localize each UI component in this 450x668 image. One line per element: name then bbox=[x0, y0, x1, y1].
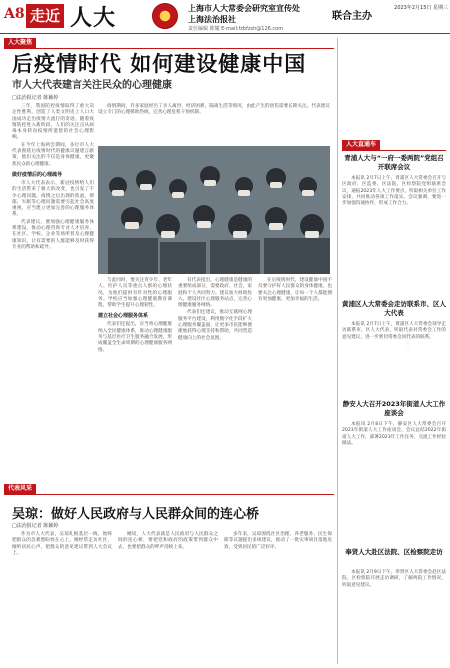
second-column-1 bbox=[12, 532, 112, 664]
sidebar-paragraph: 本报讯 2月8日下午，静安区人大常委会召开2023年街道人大工作座谈会。会议总结2022年街道人大工作，部署2023年工作任务，交流工作经验做法。 bbox=[342, 422, 446, 446]
lead-paragraph: 在今年上海两会期间，多位市人大代表围绕后疫情时代的健康议题建言献策，他们关注的不仅是身体健康，更聚焦民众的心理健康。 bbox=[12, 142, 94, 167]
sidebar-headline-2: 黄浦区人大常委会走访联系市、区人大代表 bbox=[342, 300, 446, 317]
sidebar-paragraph: 本报讯 2月9日下午，奉贤区人大常委会赴区法院、区检察院开展走访调研，了解两院工作情况，听取意见建议。 bbox=[342, 570, 446, 588]
second-headline: 吴琼：做好人民政府与人民群众间的连心桥 bbox=[12, 507, 260, 522]
section-tag-profile: 代表风采 bbox=[4, 484, 36, 494]
lead-intro-wide bbox=[98, 104, 330, 144]
second-byline: □法治报记者 陈颖婷 bbox=[12, 523, 59, 529]
sidebar-headline-4: 奉贤人大赴区法院、区检察院走访 bbox=[345, 548, 443, 556]
sidebar-body-1 bbox=[342, 176, 446, 272]
sidebar-paragraph: 本报讯 2月7日上午，黄浦区人大常委会领导走访联系市、区人大代表，听取代表对常委会工作的意见建议，进一步密切常委会同代表的联系。 bbox=[342, 322, 446, 340]
sidebar-body-4 bbox=[342, 570, 446, 664]
lead-paragraph: 市人大代表表示，新冠疫情给人们的生活带来了极大的改变，也引发了不少心理问题。疫情之后出现的焦虑、抑郁、失眠等心理问题需要引起社会高度重视，应当建立更加完善的心理服务体系。 bbox=[12, 180, 94, 218]
section-rule bbox=[342, 150, 446, 151]
masthead bbox=[0, 0, 450, 34]
lead-column-2 bbox=[98, 278, 172, 494]
sidebar-body-3 bbox=[342, 422, 446, 532]
national-emblem-icon bbox=[152, 3, 178, 29]
brand-logo bbox=[26, 3, 166, 29]
lead-paragraph: 代表建议，要加强心理健康服务体系建设，推动心理咨询专业人才培养，在社区、学校、企业等场所普及心理健康知识，让有需要的人群能够及时获得专业的帮助和疏导。 bbox=[12, 219, 94, 250]
second-column-3 bbox=[224, 532, 332, 664]
partner-2: 上海法治报社 bbox=[188, 15, 236, 24]
page-number: A8 bbox=[4, 6, 25, 22]
lead-subhead: 市人大代表建言关注民众的心理健康 bbox=[12, 80, 172, 91]
sidebar-body-2 bbox=[342, 322, 446, 388]
partner-1: 上海市人大常委会研究室宣传处 bbox=[188, 4, 300, 13]
lead-column-1 bbox=[12, 104, 94, 494]
lead-subtitle: 建立社会心理服务体系 bbox=[98, 313, 149, 320]
section-rule bbox=[4, 494, 334, 495]
lead-subtitle: 做好疫情后的心理疏导 bbox=[12, 171, 63, 178]
lead-paragraph: 三年，我国防控疫情取得了重大决定性胜利，创造了人类文明史上人口大国成功走出疫情大流行的奇迹。随着疫情防控进入新阶段，人们的关注点从病毒本身转向疫情所遗留的社会心理影响。 bbox=[12, 104, 94, 141]
second-paragraph: 多年来，吴琼围绕社区治理、养老服务、民生保障等议题提出多项建议，推动了一批实事项目落地见效，受到居民的广泛好评。 bbox=[224, 532, 332, 550]
lead-column-3 bbox=[178, 278, 252, 494]
section-tag-news: 人大直通车 bbox=[342, 140, 380, 150]
sidebar-headline-1: 青浦人大与“一府一委两院”党组召开联席会议 bbox=[344, 154, 444, 171]
lead-paragraph: 有代表指出，心理健康是健康的重要组成部分，需要政府、社会、家庭和个人共同努力。建议加大财政投入，建设社区心理服务站点，完善心理健康服务网络。 bbox=[178, 278, 252, 309]
lead-paragraph: 与此同时，要关注青少年、老年人、医护人员等重点人群的心理状况，为他们提供有针对性的心理服务。学校应当加强心理健康教育课程，帮助学生提升心理韧性。 bbox=[98, 278, 172, 309]
section-tag-focus: 人大聚焦 bbox=[4, 38, 36, 48]
brand-big: 人大 bbox=[70, 4, 117, 31]
lead-byline: □法治报记者 陈颖婷 bbox=[12, 95, 59, 101]
brand-small: 走近 bbox=[26, 4, 64, 28]
second-paragraph: 作为市人大代表，吴琼扎根基层一线，始终把群众的急难愁盼放在心上。她经常走访社区，倾听居民心声，把群众的意见建议带到人大会议上。 bbox=[12, 532, 112, 556]
cooperation-label: 联合主办 bbox=[332, 11, 372, 22]
sidebar-headline-3: 静安人大召开2023年街道人大工作座谈会 bbox=[342, 400, 446, 417]
photo-caption: 资料图片 bbox=[405, 332, 410, 350]
crowd-illustration bbox=[98, 146, 330, 274]
second-paragraph: 她说，人大代表就是人民政府与人民群众之间的连心桥，要把党和政府的政策带到群众中去，也要把群众的呼声反映上来。 bbox=[118, 532, 218, 550]
lead-paragraph: 在后疫情时代，建设健康中国不仅要守护好人民群众的身体健康，也要关注心理健康，让每一个人都能拥有更加健康、更加幸福的生活。 bbox=[258, 278, 332, 302]
lead-column-4 bbox=[258, 278, 332, 494]
lead-paragraph: 疫情期间，许多家庭经历了亲人离世、经济困难、隔离生活等情况，由此产生的创伤需要长期关注。代表建议设立专门的心理援助热线，完善心理危机干预机制。 bbox=[98, 104, 330, 116]
partners bbox=[188, 3, 328, 33]
lead-paragraph: 代表们还建议，推动互联网心理服务平台建设，利用数字化手段扩大心理服务覆盖面，让更多市民能够便捷地获得心理支持和帮助，共同营造健康向上的社会氛围。 bbox=[178, 310, 252, 341]
editor-line: 责任编辑 陈耀 E-mail:fzbfzsh@126.com bbox=[188, 26, 284, 32]
lead-paragraph: 代表们还提出，应当将心理健康纳入全民健康体系，推动心理健康服务与基层医疗卫生服务融合发展，形成覆盖全生命周期的心理健康服务网络。 bbox=[98, 322, 172, 353]
issue-date: 2023年2月15日 星期三 bbox=[394, 5, 448, 11]
column-divider bbox=[337, 38, 338, 664]
lead-headline: 后疫情时代 如何建设健康中国 bbox=[12, 52, 307, 76]
sidebar-paragraph: 本报讯 2月7日上午，青浦区人大常委会召开与区政府、区监委、区法院、区检察院党组联席会议，通报2023年人大工作要点，听取相关单位工作安排，共同推动各项工作落实。会议强调，要进一步加强沟通协作，形成工作合力。 bbox=[342, 176, 446, 207]
second-column-2 bbox=[118, 532, 218, 664]
